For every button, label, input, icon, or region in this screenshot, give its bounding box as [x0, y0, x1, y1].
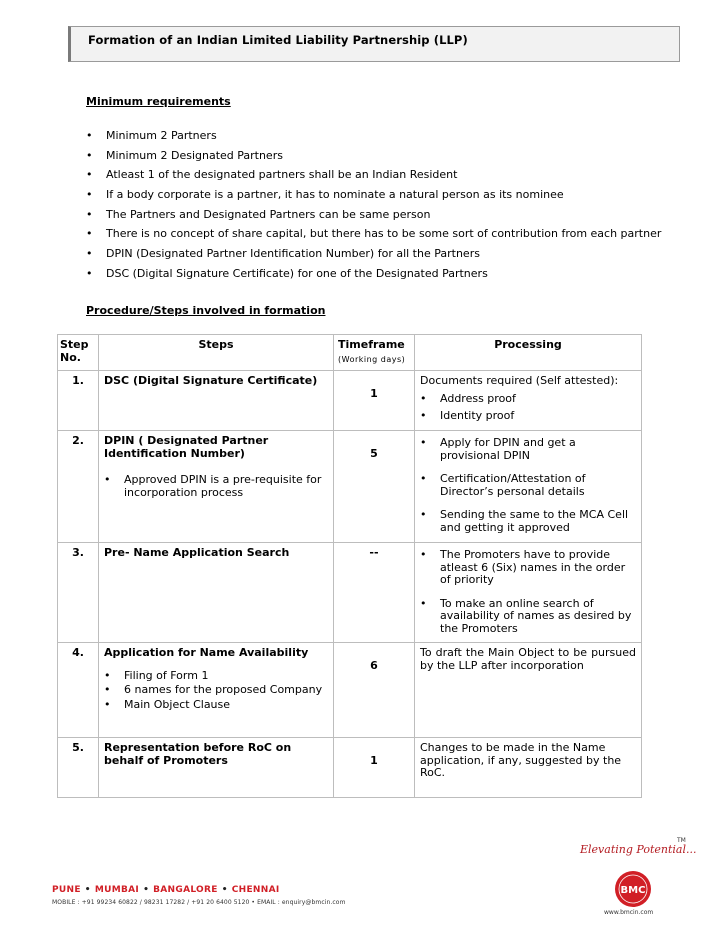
requirement-item: [86, 244, 661, 264]
requirement-item: [86, 146, 661, 166]
requirement-item: [86, 165, 661, 185]
step-bullet-text: Filing of Form 1: [124, 668, 209, 682]
processing-gap: [420, 587, 636, 596]
step-bullets-gap: [104, 460, 328, 472]
procedure-table: [57, 334, 642, 798]
processing-bullet-text: Sending the same to the MCA Cell and getting it approved: [440, 508, 629, 534]
step-title: DSC (Digital Signature Certificate): [104, 374, 318, 387]
requirement-item: [86, 224, 661, 244]
processing-gap: [420, 462, 636, 471]
step-bullet-item: [104, 474, 328, 499]
procedure-heading: Procedure/Steps involved in formation: [86, 304, 326, 317]
table-body: [58, 371, 642, 798]
step-cell: [99, 643, 334, 738]
processing-bullet-text: The Promoters have to provide atleast 6 (Six) names in the order of priority: [440, 548, 626, 586]
step-cell: [99, 543, 334, 643]
processing-text: To draft the Main Object to be pursued by the LLP after incorporation: [420, 646, 636, 672]
trademark-mark: TM: [677, 837, 686, 844]
processing-bullet-text: To make an online search of availability of names as desired by the Promoters: [440, 596, 632, 635]
processing-bullet-item: [420, 598, 636, 636]
footer-tagline: Elevating Potential...: [580, 843, 697, 856]
footer-cities: [52, 885, 346, 895]
city-name: CHENNAI: [231, 885, 280, 895]
step-number: 4.: [58, 643, 99, 738]
requirement-text: DPIN (Designated Partner Identification Number) for all the Partners: [106, 247, 480, 261]
timeframe-cell: [334, 643, 415, 738]
requirement-text: Minimum 2 Designated Partners: [106, 148, 283, 162]
step-title: Representation before RoC on behalf of Promoters: [104, 741, 292, 767]
bullet-icon: •: [86, 129, 93, 142]
header-processing: Processing: [415, 335, 642, 371]
processing-gap: [420, 388, 636, 391]
processing-gap: [420, 498, 636, 507]
step-bullets-gap: [104, 660, 328, 668]
requirement-text: If a body corporate is a partner, it has to nominate a natural person as its nominee: [106, 188, 564, 202]
timeframe-cell: [334, 431, 415, 543]
bullet-icon: •: [86, 266, 93, 280]
table-header-row: [58, 335, 642, 371]
step-bullet-item: [104, 684, 328, 697]
bullet-icon: •: [420, 391, 427, 405]
page-title: Formation of an Indian Limited Liability Partnership (LLP): [88, 33, 468, 47]
requirement-item: [86, 205, 661, 225]
step-bullet-text: Main Object Clause: [124, 697, 231, 711]
city-name: BANGALORE: [153, 885, 218, 895]
processing-text: Changes to be made in the Name application, if any, suggested by the RoC.: [420, 741, 622, 779]
step-cell: [99, 738, 334, 798]
requirement-text: Atleast 1 of the designated partners shall be an Indian Resident: [106, 168, 458, 182]
footer-website: www.bmcin.com: [604, 909, 654, 916]
footer-contact: [52, 885, 346, 906]
requirement-text: Minimum 2 Partners: [106, 129, 217, 142]
city-name: PUNE: [52, 885, 81, 895]
bullet-icon: •: [104, 697, 111, 711]
title-bar: [68, 26, 680, 62]
step-cell: [99, 431, 334, 543]
bullet-icon: •: [86, 227, 93, 241]
processing-bullet-item: [420, 549, 636, 587]
step-title: DPIN ( Designated Partner Identification Number): [104, 434, 269, 460]
table-row: [58, 543, 642, 643]
processing-bullet-text: Address proof: [440, 391, 516, 405]
table-row: [58, 371, 642, 431]
bullet-icon: •: [420, 508, 427, 521]
header-timeframe-label: Timeframe: [338, 338, 405, 351]
bullet-icon: •: [420, 409, 427, 422]
header-timeframe-sub: (Working days): [338, 354, 406, 364]
timeframe-cell: [334, 738, 415, 798]
processing-bullet-text: Apply for DPIN and get a provisional DPIN: [440, 436, 576, 462]
bullet-icon: •: [420, 472, 427, 485]
table-row: [58, 738, 642, 798]
requirement-item: [86, 264, 661, 284]
bullet-icon: •: [420, 596, 427, 610]
processing-bullet-item: [420, 437, 636, 462]
step-bullet-text: 6 names for the proposed Company: [124, 683, 323, 696]
step-bullet-item: [104, 699, 328, 712]
bullet-icon: •: [86, 188, 93, 202]
step-number: 2.: [58, 431, 99, 543]
processing-bullet-text: Identity proof: [440, 409, 515, 422]
separator-dot-icon: •: [84, 885, 91, 895]
processing-cell: [415, 371, 642, 431]
city-name: MUMBAI: [94, 885, 140, 895]
header-step-no: Step No.: [58, 335, 99, 371]
minimum-requirements-heading: Minimum requirements: [86, 95, 231, 108]
bmc-logo: [614, 870, 652, 908]
processing-cell: [415, 738, 642, 798]
requirement-item: [86, 185, 661, 205]
processing-gap: [420, 405, 636, 408]
requirement-text: There is no concept of share capital, but there has to be some sort of contribution from each partner: [106, 227, 662, 241]
separator-dot-icon: •: [143, 885, 150, 895]
timeframe-value: 6: [370, 659, 378, 672]
header-steps: Steps: [99, 335, 334, 371]
step-number: 1.: [58, 371, 99, 431]
footer-contact-line: MOBILE : +91 99234 60822 / 98231 17282 / +91 20 6400 5120 • EMAIL : enquiry@bmcin.com: [52, 899, 346, 906]
bullet-icon: •: [86, 148, 93, 162]
bullet-icon: •: [420, 436, 427, 449]
timeframe-value: --: [369, 546, 379, 559]
header-timeframe: [334, 335, 415, 371]
step-bullet-item: [104, 670, 328, 683]
processing-bullet-item: [420, 509, 636, 534]
table-row: [58, 643, 642, 738]
requirement-item: [86, 126, 661, 146]
timeframe-cell: [334, 543, 415, 643]
requirements-list: [86, 126, 661, 284]
timeframe-value: 1: [370, 754, 378, 767]
table-row: [58, 431, 642, 543]
processing-cell: [415, 643, 642, 738]
step-cell: [99, 371, 334, 431]
step-number: 3.: [58, 543, 99, 643]
step-title: Application for Name Availability: [104, 646, 309, 659]
processing-bullet-item: [420, 473, 636, 498]
processing-cell: [415, 543, 642, 643]
timeframe-cell: [334, 371, 415, 431]
timeframe-value: 1: [370, 387, 378, 400]
processing-bullet-item: [420, 393, 636, 406]
bullet-icon: •: [104, 683, 111, 696]
bullet-icon: •: [86, 247, 93, 261]
logo-text: BMC: [620, 885, 646, 896]
processing-bullet-text: Certification/Attestation of Director’s personal details: [440, 472, 586, 498]
step-title: Pre- Name Application Search: [104, 546, 290, 559]
step-number: 5.: [58, 738, 99, 798]
bullet-icon: •: [86, 168, 93, 182]
step-bullet-text: Approved DPIN is a pre-requisite for incorporation process: [124, 473, 322, 499]
bullet-icon: •: [104, 668, 111, 682]
processing-bullet-item: [420, 410, 636, 423]
requirement-text: DSC (Digital Signature Certificate) for one of the Designated Partners: [106, 266, 488, 280]
processing-cell: [415, 431, 642, 543]
bullet-icon: •: [86, 207, 93, 221]
requirement-text: The Partners and Designated Partners can be same person: [106, 207, 431, 221]
bullet-icon: •: [104, 473, 111, 486]
timeframe-value: 5: [370, 447, 378, 460]
bullet-icon: •: [420, 548, 427, 561]
separator-dot-icon: •: [221, 885, 228, 895]
processing-text: Documents required (Self attested):: [420, 374, 619, 387]
